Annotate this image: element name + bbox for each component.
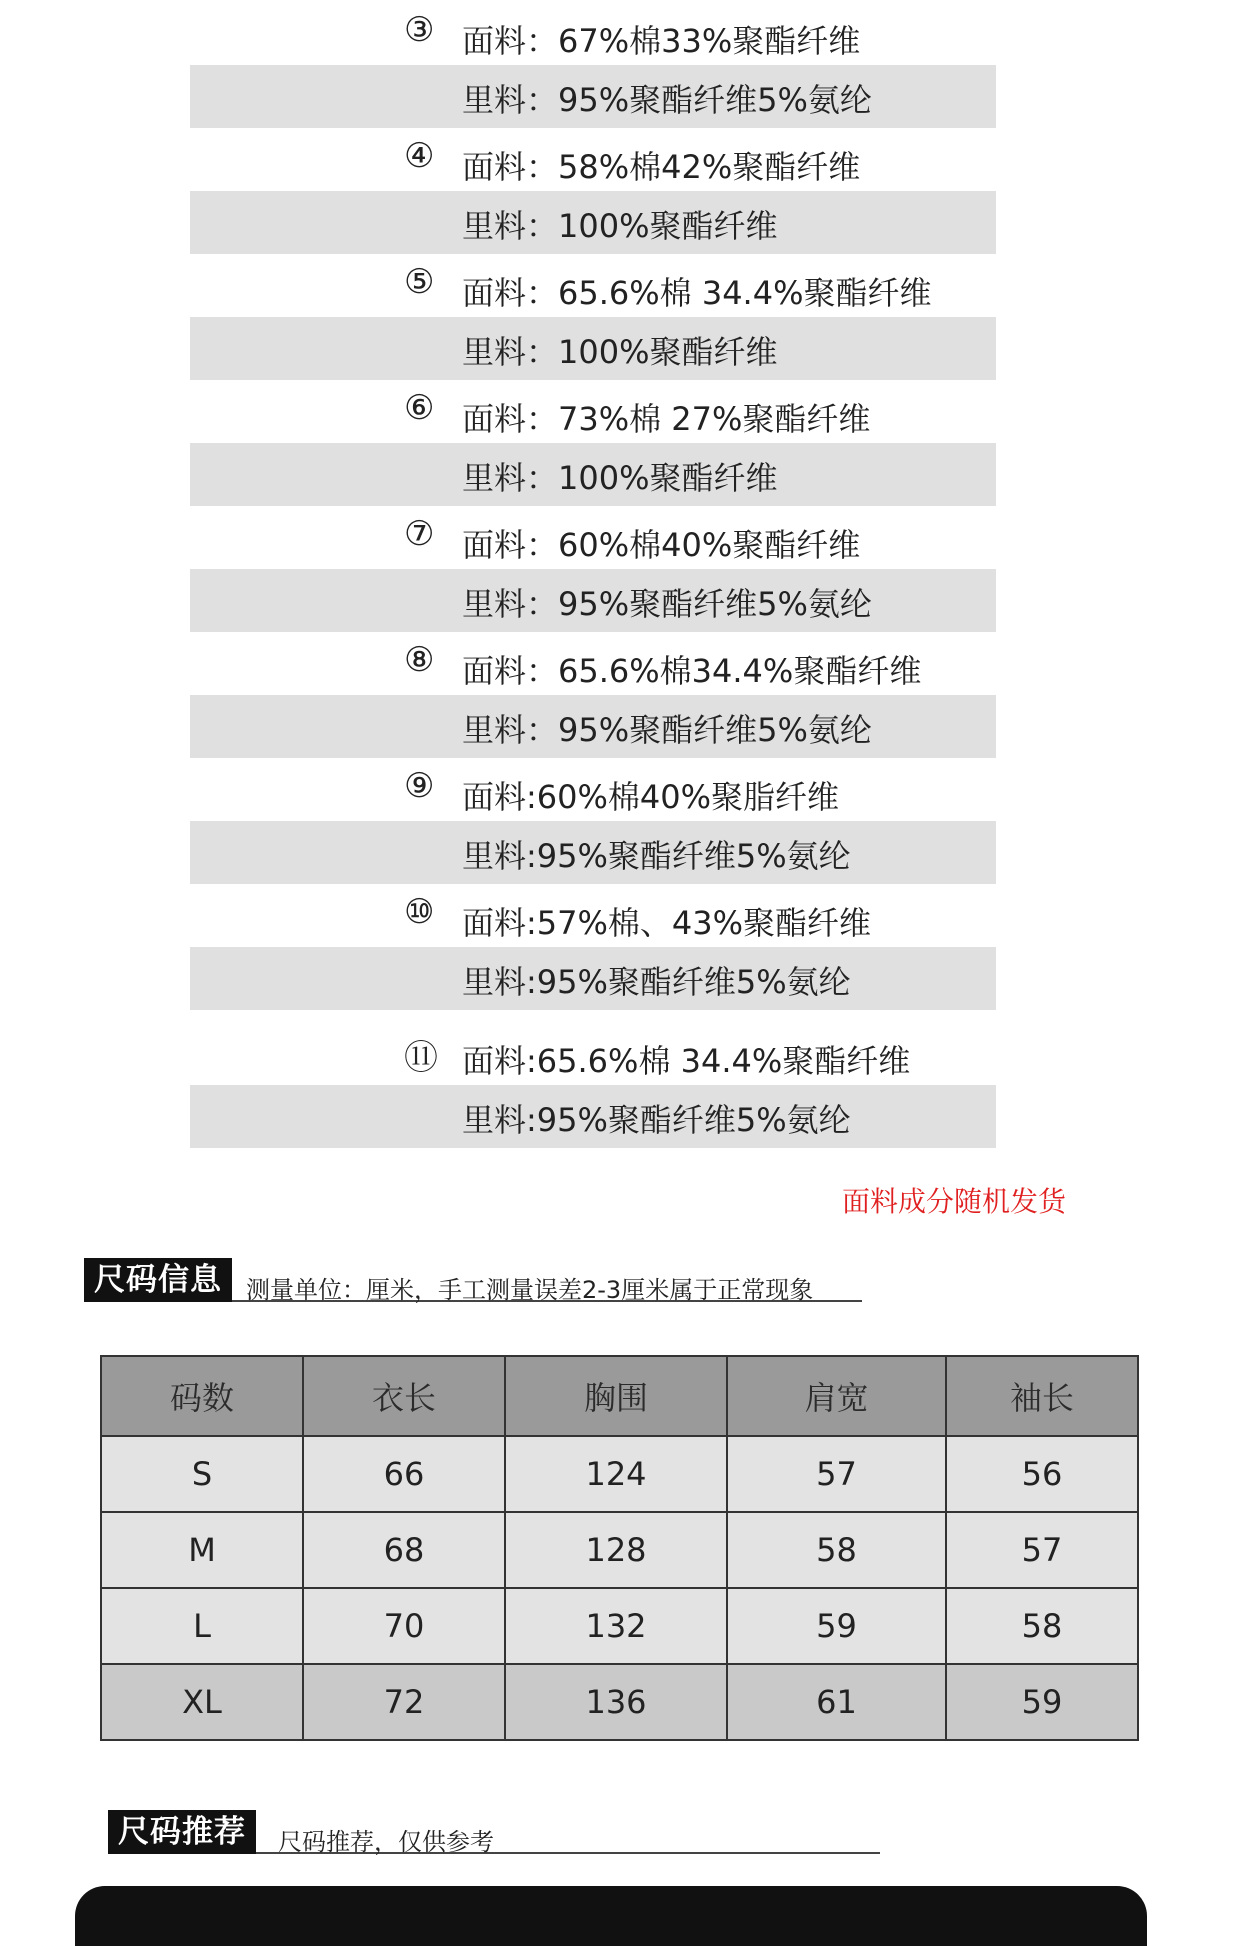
table-row	[101, 1436, 1138, 1512]
cell-length: 70	[303, 1588, 505, 1664]
cell-sleeve: 56	[946, 1436, 1138, 1512]
lining-text: 里料：100%聚酯纤维	[462, 333, 778, 371]
composition-list	[190, 0, 996, 1148]
cell-length: 72	[303, 1664, 505, 1740]
cell-shoulder: 59	[727, 1588, 946, 1664]
fabric-text: 面料：67%棉33%聚酯纤维	[462, 22, 861, 60]
size-recommend-title: 尺码推荐	[108, 1810, 256, 1854]
composition-item-10-lining	[190, 947, 996, 1010]
cell-size: L	[101, 1588, 303, 1664]
cell-sleeve: 59	[946, 1664, 1138, 1740]
size-info-subtitle: 测量单位：厘米，手工测量误差2-3厘米属于正常现象	[246, 1276, 814, 1304]
composition-item-5-lining	[190, 317, 996, 380]
item-number: ④	[404, 136, 435, 176]
header-chest: 胸围	[505, 1356, 727, 1436]
item-number: ⑧	[404, 640, 435, 680]
cell-chest: 124	[505, 1436, 727, 1512]
item-number: ⑪	[404, 1038, 438, 1078]
cell-size: M	[101, 1512, 303, 1588]
cell-chest: 132	[505, 1588, 727, 1664]
lining-text: 里料:95%聚酯纤维5%氨纶	[462, 963, 851, 1001]
table-row	[101, 1512, 1138, 1588]
composition-item-8-lining	[190, 695, 996, 758]
cell-size: XL	[101, 1664, 303, 1740]
cell-shoulder: 61	[727, 1664, 946, 1740]
fabric-text: 面料：65.6%棉 34.4%聚酯纤维	[462, 274, 932, 312]
header-size: 码数	[101, 1356, 303, 1436]
composition-item-5-fabric	[190, 254, 996, 317]
size-recommend-header	[108, 1810, 880, 1854]
item-number: ⑥	[404, 388, 435, 428]
fabric-text: 面料：73%棉 27%聚酯纤维	[462, 400, 871, 438]
item-number: ⑤	[404, 262, 435, 302]
composition-item-6-fabric	[190, 380, 996, 443]
size-info-title: 尺码信息	[84, 1258, 232, 1302]
fabric-text: 面料:65.6%棉 34.4%聚酯纤维	[462, 1042, 911, 1080]
cell-length: 68	[303, 1512, 505, 1588]
composition-item-4-lining	[190, 191, 996, 254]
composition-item-4-fabric	[190, 128, 996, 191]
fabric-text: 面料:60%棉40%聚脂纤维	[462, 778, 840, 816]
item-number: ③	[404, 10, 435, 50]
cell-chest: 136	[505, 1664, 727, 1740]
lining-text: 里料：100%聚酯纤维	[462, 207, 778, 245]
lining-text: 里料:95%聚酯纤维5%氨纶	[462, 1101, 851, 1139]
header-shoulder: 肩宽	[727, 1356, 946, 1436]
random-shipping-note: 面料成分随机发货	[842, 1185, 1067, 1218]
lining-text: 里料：95%聚酯纤维5%氨纶	[462, 81, 872, 119]
composition-item-11-fabric	[190, 1022, 996, 1085]
composition-item-9-fabric	[190, 758, 996, 821]
composition-item-3-lining	[190, 65, 996, 128]
lining-text: 里料：95%聚酯纤维5%氨纶	[462, 585, 872, 623]
bottom-dark-bar	[75, 1886, 1147, 1946]
lining-text: 里料:95%聚酯纤维5%氨纶	[462, 837, 851, 875]
item-number: ⑦	[404, 514, 435, 554]
lining-text: 里料：100%聚酯纤维	[462, 459, 778, 497]
composition-item-7-lining	[190, 569, 996, 632]
fabric-text: 面料:57%棉、43%聚酯纤维	[462, 904, 872, 942]
composition-item-9-lining	[190, 821, 996, 884]
composition-item-3-fabric	[190, 2, 996, 65]
size-table	[100, 1355, 1139, 1741]
table-row	[101, 1664, 1138, 1740]
table-row	[101, 1588, 1138, 1664]
item-number: ⑨	[404, 766, 435, 806]
size-info-header	[84, 1258, 862, 1302]
fabric-text: 面料：60%棉40%聚酯纤维	[462, 526, 861, 564]
item-number: ⑩	[404, 892, 435, 932]
composition-item-6-lining	[190, 443, 996, 506]
cell-shoulder: 57	[727, 1436, 946, 1512]
composition-item-8-fabric	[190, 632, 996, 695]
cell-sleeve: 58	[946, 1588, 1138, 1664]
composition-item-7-fabric	[190, 506, 996, 569]
cell-length: 66	[303, 1436, 505, 1512]
cell-size: S	[101, 1436, 303, 1512]
lining-text: 里料：95%聚酯纤维5%氨纶	[462, 711, 872, 749]
cell-sleeve: 57	[946, 1512, 1138, 1588]
size-recommend-subtitle: 尺码推荐，仅供参考	[278, 1828, 494, 1856]
fabric-text: 面料：58%棉42%聚酯纤维	[462, 148, 861, 186]
size-table-header-row	[101, 1356, 1138, 1436]
header-length: 衣长	[303, 1356, 505, 1436]
cell-chest: 128	[505, 1512, 727, 1588]
header-sleeve: 袖长	[946, 1356, 1138, 1436]
fabric-text: 面料：65.6%棉34.4%聚酯纤维	[462, 652, 922, 690]
composition-item-11-lining	[190, 1085, 996, 1148]
composition-item-10-fabric	[190, 884, 996, 947]
cell-shoulder: 58	[727, 1512, 946, 1588]
